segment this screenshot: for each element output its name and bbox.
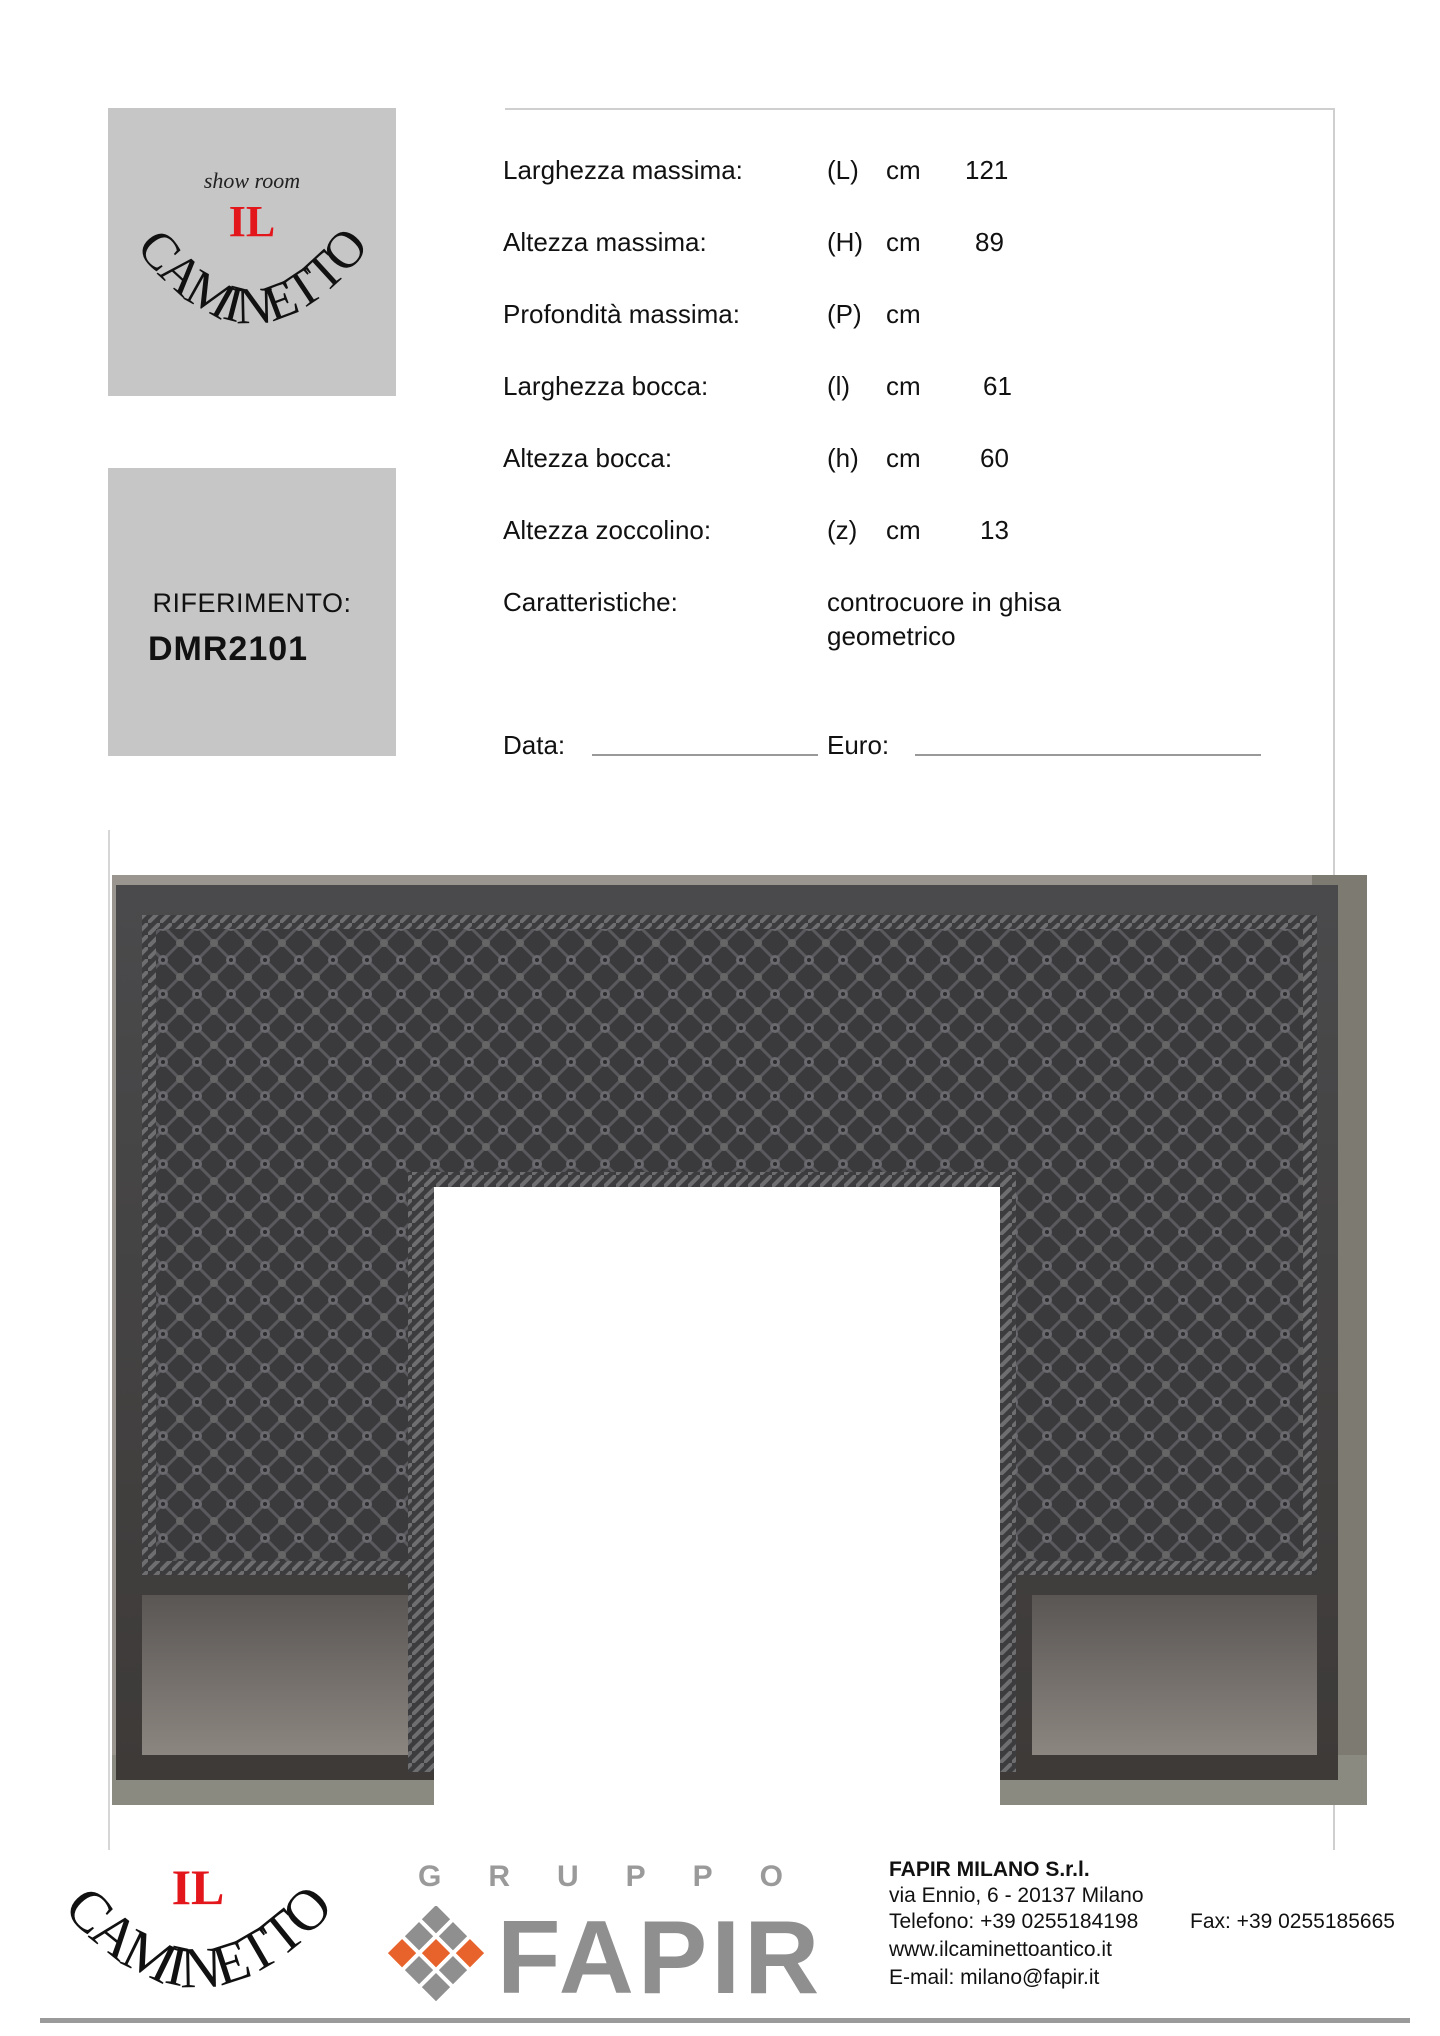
gruppo-text: GRUPPO [418,1860,831,1893]
characteristics-line-1: controcuore in ghisa [827,587,1062,617]
characteristics-label: Caratteristiche: [503,587,678,617]
frame-right-line-lower [1333,1800,1335,1850]
company-website[interactable]: www.ilcaminettoantico.it [889,1938,1112,1961]
spec-unit: cm [886,155,921,185]
date-field-line[interactable] [592,754,818,756]
spec-label: Altezza zoccolino: [503,515,712,545]
spec-unit: cm [886,371,921,401]
company-phone: Telefono: +39 0255184198 [889,1910,1139,1933]
spec-symbol: (z) [827,515,858,545]
frame-left-line [108,830,110,1850]
showroom-text: show room [203,168,301,193]
spec-value: 121 [965,155,1009,185]
spec-label: Altezza bocca: [503,443,673,473]
company-fax: Fax: +39 0255185665 [1190,1910,1395,1933]
spec-unit: cm [886,443,921,473]
footer-caminetto-logo [38,1852,358,2012]
spec-unit: cm [886,227,921,257]
footer-logo-caminetto-text: CAMINETTO [52,1873,344,2001]
spec-symbol: (H) [827,227,864,257]
spec-unit: cm [886,515,921,545]
spec-symbol: (l) [827,371,851,401]
reference-code: DMR2101 [148,630,309,668]
euro-label: Euro: [827,730,890,760]
spec-value: 13 [980,515,1009,545]
caminetto-logo [108,108,396,396]
bottom-rule [40,2018,1410,2023]
reference-label: RIFERIMENTO: [152,588,352,618]
spec-symbol: (P) [827,299,862,329]
spec-label: Profondità massima: [503,299,740,329]
characteristics-line-2: geometrico [827,621,956,651]
fireplace-photo [112,875,1367,1805]
frame-right-line [1333,108,1335,878]
footer-logo-il-text: IL [171,1859,225,1915]
showroom-logo-box [108,108,396,396]
spec-unit: cm [886,299,921,329]
fapir-wordmark: FAPIR [497,1900,824,2016]
spec-value: 60 [980,443,1009,473]
reference-box [108,468,396,756]
euro-field-line[interactable] [915,754,1261,756]
spec-value: 89 [975,227,1004,257]
fapir-diamond-icon [386,1906,486,2006]
frame-top-line [505,108,1335,110]
spec-label: Larghezza massima: [503,155,743,185]
company-email[interactable]: E-mail: milano@fapir.it [889,1966,1100,1989]
characteristics-value [827,585,1187,653]
logo-caminetto-text: CAMINETTO [125,218,379,336]
date-label: Data: [503,730,566,760]
spec-symbol: (L) [827,155,859,185]
logo-il-text: IL [228,197,276,246]
spec-label: Larghezza bocca: [503,371,709,401]
spec-symbol: (h) [827,443,859,473]
company-name: FAPIR MILANO S.r.l. [889,1858,1090,1881]
company-address: via Ennio, 6 - 20137 Milano [889,1884,1144,1907]
spec-label: Altezza massima: [503,227,707,257]
spec-value: 61 [983,371,1012,401]
